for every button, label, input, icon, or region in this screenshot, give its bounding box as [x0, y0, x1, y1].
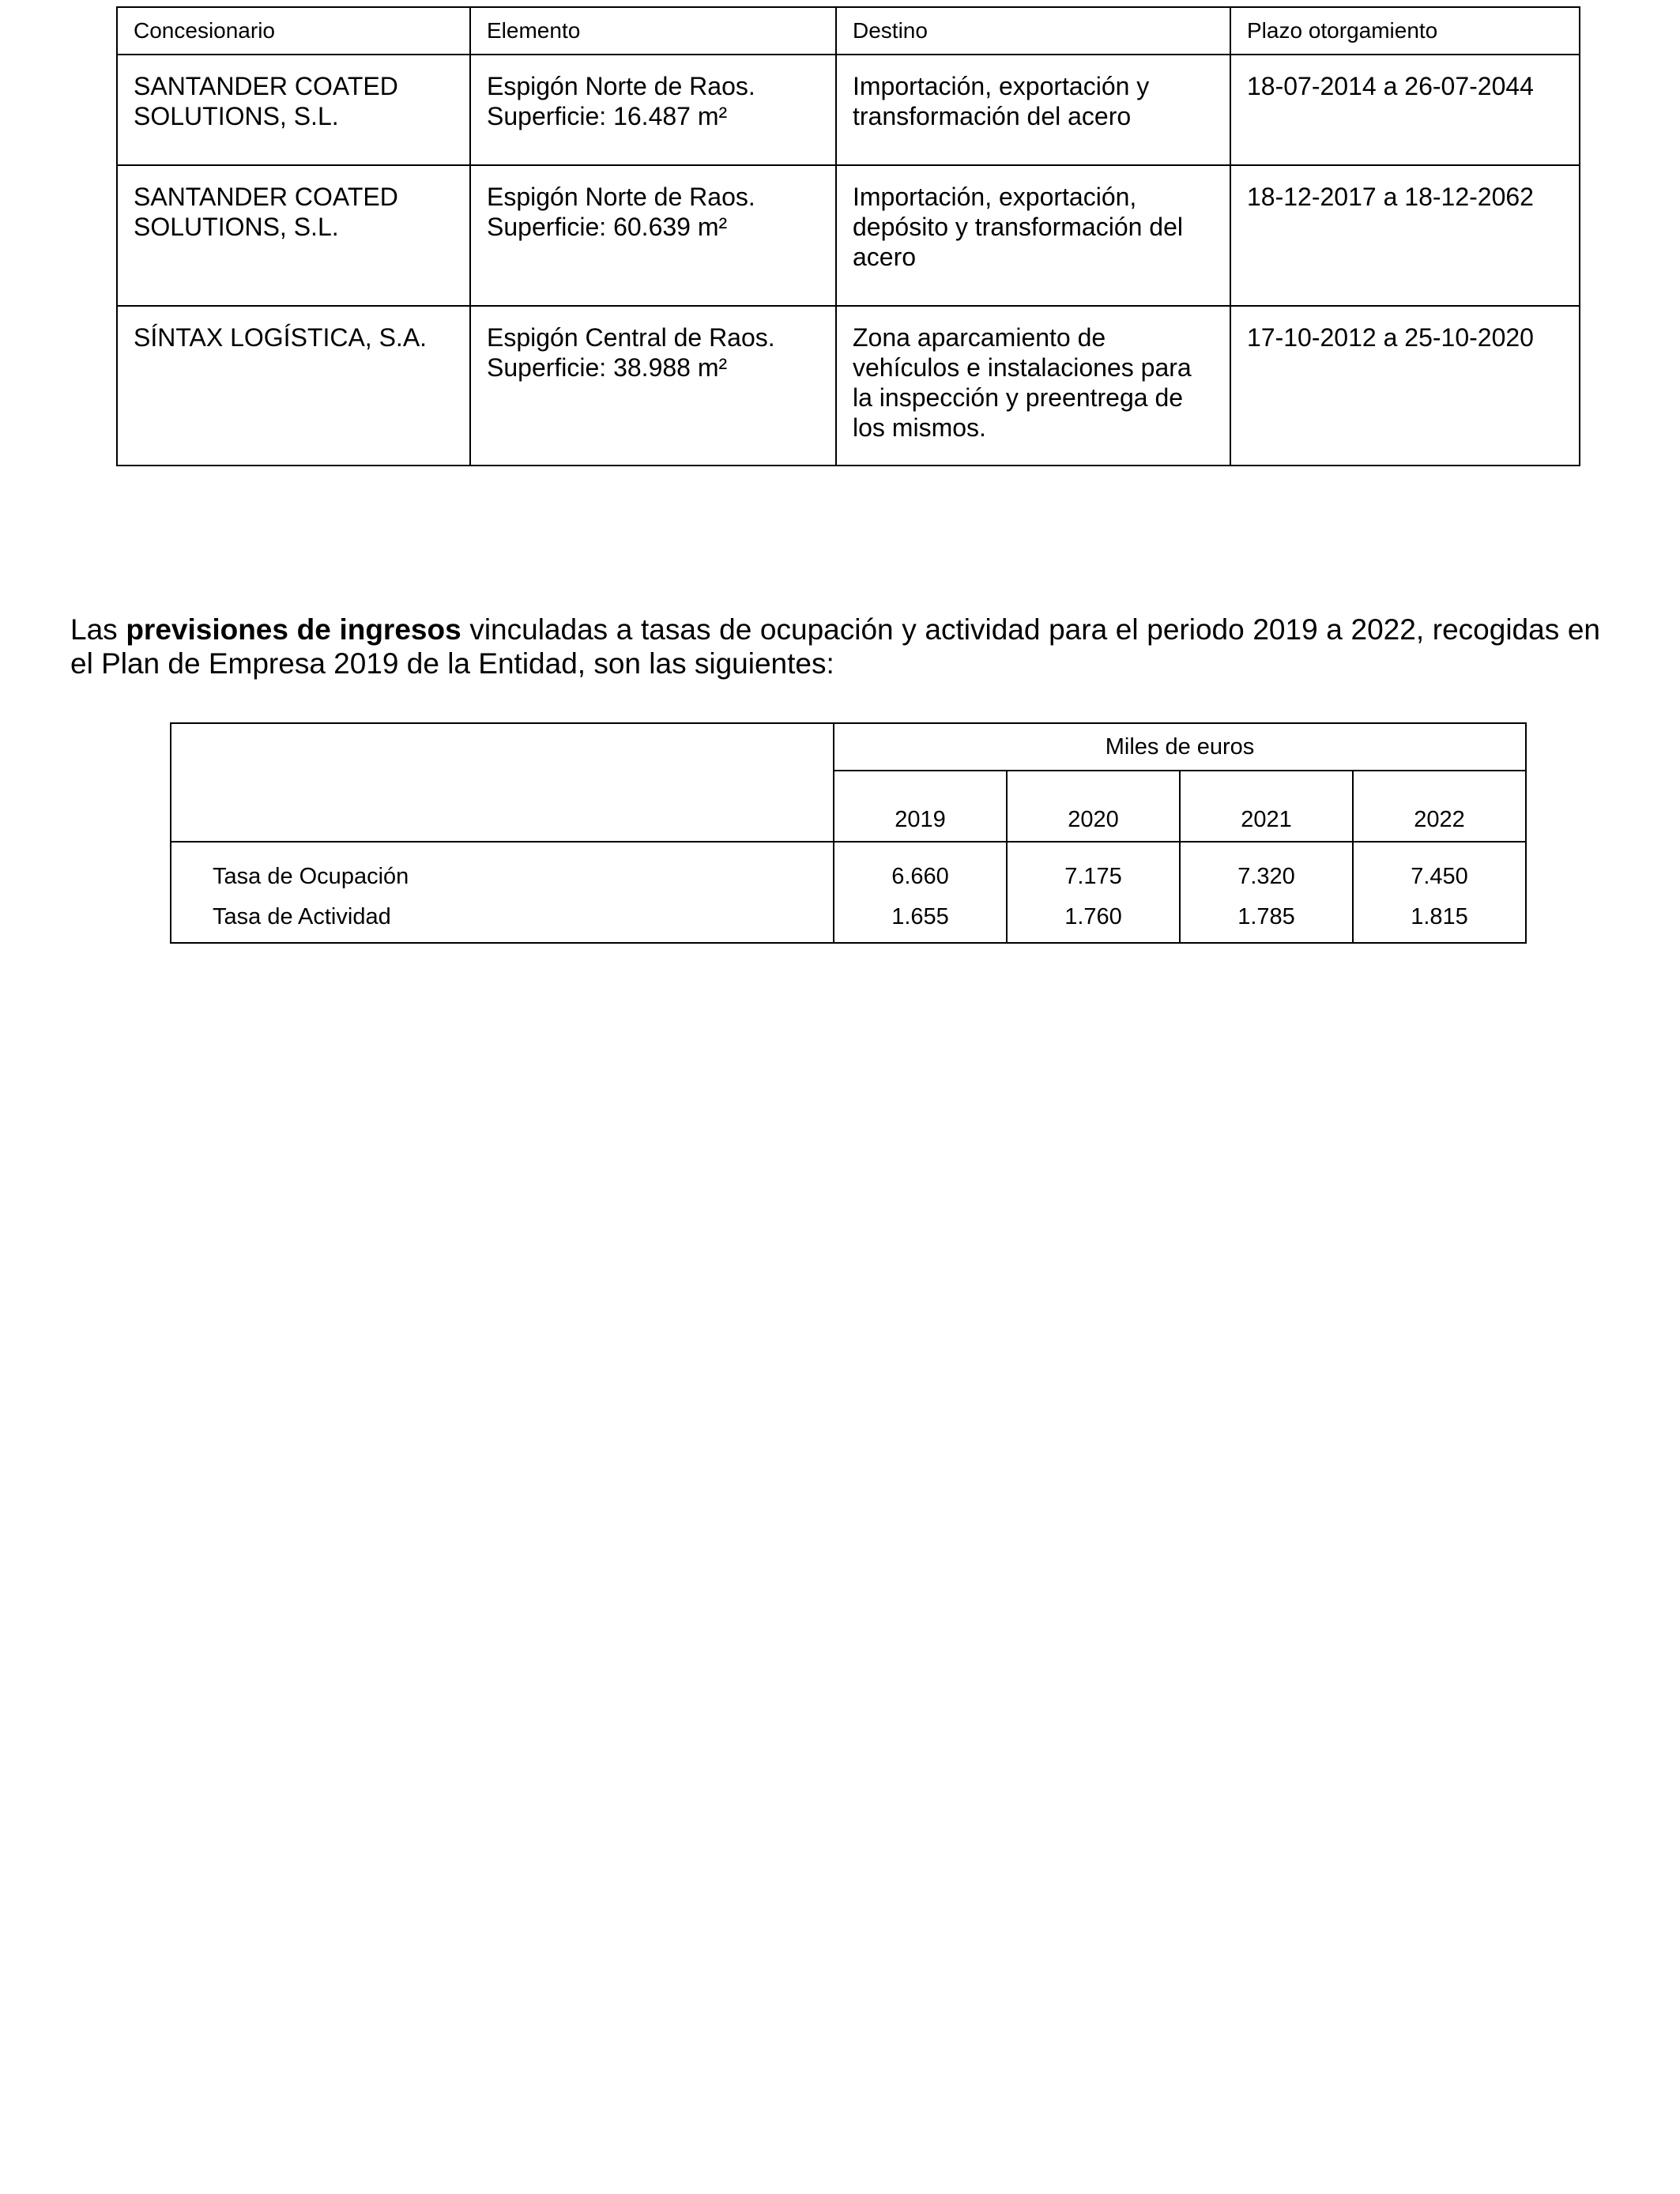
- intro-text-before: Las: [70, 613, 126, 646]
- table-header-row: [117, 7, 1580, 55]
- table-row: [171, 904, 1526, 943]
- cell-line: Espigón Norte de Raos.: [487, 72, 755, 100]
- intro-paragraph: [70, 613, 1600, 680]
- cell-line: depósito y transformación del: [853, 213, 1183, 241]
- cell-destino: [836, 306, 1230, 466]
- cell-line: Importación, exportación,: [853, 183, 1137, 211]
- cell-line: SOLUTIONS, S.L.: [134, 213, 339, 241]
- cell-line: Espigón Central de Raos.: [487, 323, 775, 352]
- cell-concesionario: [117, 55, 470, 165]
- cell-line: Superficie: 16.487 m²: [487, 102, 728, 130]
- cell-line: SOLUTIONS, S.L.: [134, 102, 339, 130]
- value-cell: 1.655: [834, 904, 1007, 943]
- value-cell: 7.320: [1180, 842, 1353, 904]
- cell-line: los mismos.: [853, 413, 986, 442]
- income-forecast-table: [170, 722, 1527, 944]
- header-elemento: Elemento: [470, 7, 836, 55]
- intro-text-after: vinculadas a tasas de ocupación y actividad para el periodo 2019 a 2022, recogidas en el Plan de Empresa 2019 de la Entidad, son las siguientes:: [70, 613, 1601, 680]
- header-concesionario: Concesionario: [117, 7, 470, 55]
- table-row: [117, 165, 1580, 306]
- cell-line: acero: [853, 243, 917, 271]
- header-destino: Destino: [836, 7, 1230, 55]
- value-cell: 1.760: [1007, 904, 1180, 943]
- row-label: Tasa de Ocupación: [171, 842, 834, 904]
- cell-line: Superficie: 60.639 m²: [487, 213, 728, 241]
- cell-line: SANTANDER COATED: [134, 183, 398, 211]
- cell-line: SANTANDER COATED: [134, 72, 398, 100]
- value-cell: 1.785: [1180, 904, 1353, 943]
- value-cell: 6.660: [834, 842, 1007, 904]
- cell-line: Zona aparcamiento de: [853, 323, 1106, 352]
- units-header-row: [171, 723, 1526, 771]
- year-header: 2020: [1007, 771, 1180, 842]
- cell-line: transformación del acero: [853, 102, 1132, 130]
- cell-concesionario: [117, 165, 470, 306]
- year-header: 2022: [1353, 771, 1526, 842]
- header-plazo: Plazo otorgamiento: [1230, 7, 1580, 55]
- cell-concesionario: [117, 306, 470, 466]
- cell-plazo: 18-12-2017 a 18-12-2062: [1230, 165, 1580, 306]
- cell-elemento: [470, 55, 836, 165]
- cell-elemento: [470, 165, 836, 306]
- units-header: Miles de euros: [834, 723, 1526, 771]
- empty-corner-cell: [171, 723, 834, 842]
- cell-destino: [836, 55, 1230, 165]
- cell-line: SÍNTAX LOGÍSTICA, S.A.: [134, 323, 428, 352]
- concessions-table: [116, 6, 1580, 466]
- cell-line: Espigón Norte de Raos.: [487, 183, 755, 211]
- year-header: 2019: [834, 771, 1007, 842]
- value-cell: 7.175: [1007, 842, 1180, 904]
- cell-line: vehículos e instalaciones para: [853, 353, 1192, 382]
- table-row: [117, 306, 1580, 466]
- year-header: 2021: [1180, 771, 1353, 842]
- value-cell: 1.815: [1353, 904, 1526, 943]
- cell-elemento: [470, 306, 836, 466]
- cell-destino: [836, 165, 1230, 306]
- table-row: [171, 842, 1526, 904]
- cell-plazo: 17-10-2012 a 25-10-2020: [1230, 306, 1580, 466]
- value-cell: 7.450: [1353, 842, 1526, 904]
- cell-line: Importación, exportación y: [853, 72, 1150, 100]
- cell-line: Superficie: 38.988 m²: [487, 353, 728, 382]
- cell-plazo: 18-07-2014 a 26-07-2044: [1230, 55, 1580, 165]
- table-row: [117, 55, 1580, 165]
- intro-text-bold: previsiones de ingresos: [126, 613, 461, 646]
- row-label: Tasa de Actividad: [171, 904, 834, 943]
- cell-line: la inspección y preentrega de: [853, 383, 1184, 412]
